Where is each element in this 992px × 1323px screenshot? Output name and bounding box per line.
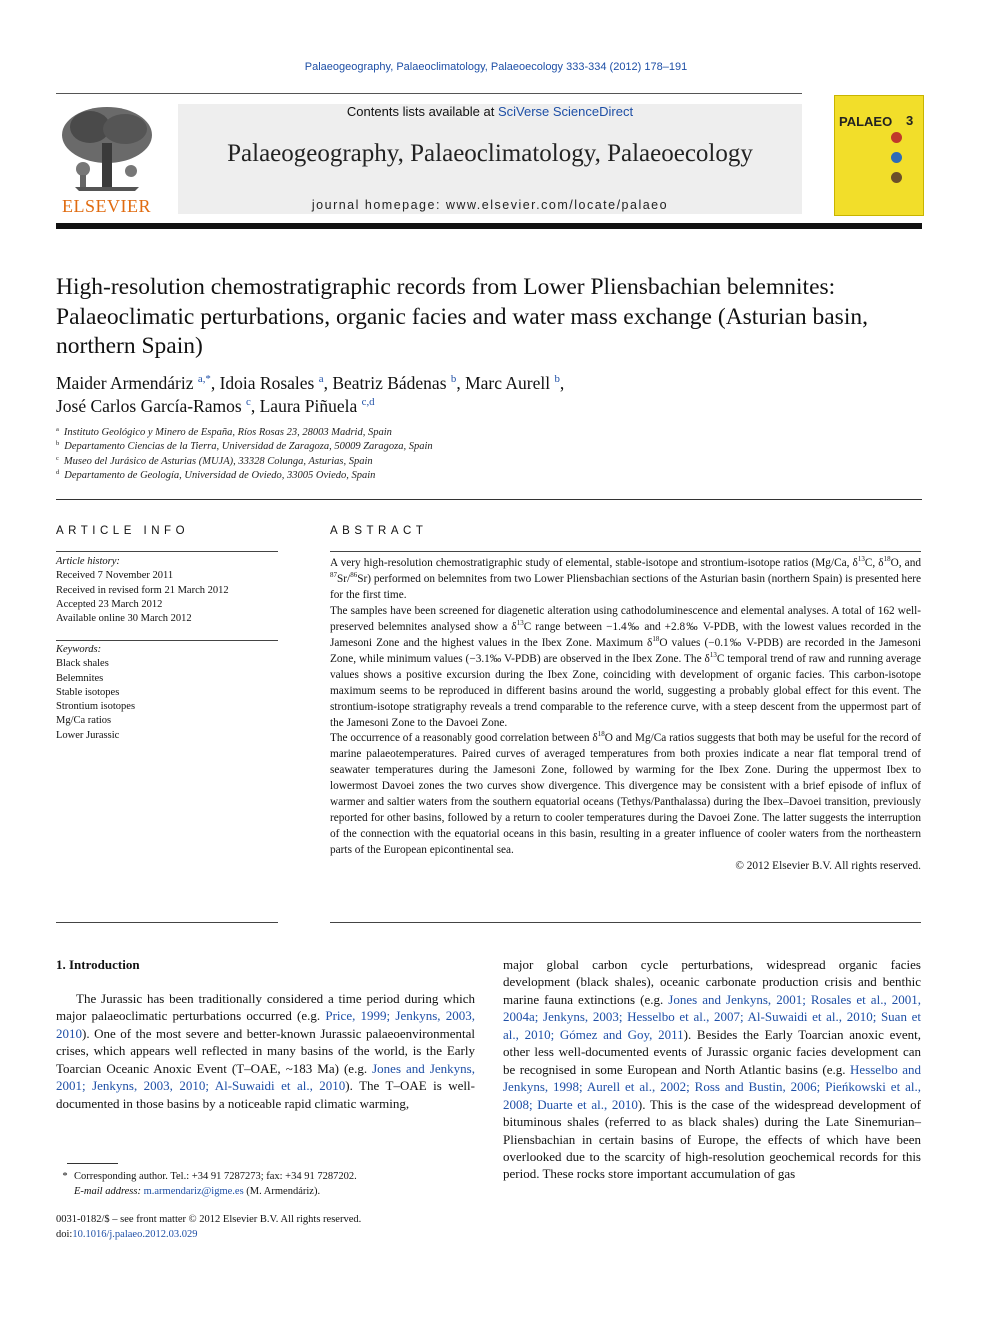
divider (330, 922, 921, 923)
article-title: High-resolution chemostratigraphic records from Lower Pliensbachian belemnites: Palaeoclimatic perturbations, organic facies and water mass exchange (Asturian basin, northern Spain) (56, 274, 868, 359)
divider (56, 551, 278, 552)
email-link[interactable]: m.armendariz@igme.es (143, 1186, 244, 1197)
divider (56, 499, 922, 500)
author[interactable]: Marc Aurell $^b$ (465, 373, 560, 393)
citation-link[interactable]: Jones and Jenkyns, 2001; Rosales et al., 2001, 2004a; Jenkyns, 2003; Hesselbo et al., 2007; Al-Suwaidi et al., 2010; Suan et al., 2010; Gómez and Goy, 2011 (503, 991, 921, 1042)
affiliation: $^b$ Departamento Ciencias de la Tierra, Universidad de Zaragoza, 50009 Zaragoza, Spain (56, 439, 433, 452)
author[interactable]: José Carlos García-Ramos $^c$ (56, 396, 251, 416)
intro-left-column: The Jurassic has been traditionally considered a time period during which major palaeoclimatic perturbations occurred (e.g. Price, 1999; Jenkyns, 2003, 2010). One of the most severe and better-known Jurassic palaeoenvironmental crises, which appears well reflected in many basins of the world, is the Early Toarcian Oceanic Anoxic Event (T–OAE, ~183 Ma) (e.g. Jones and Jenkyns, 2001; Jenkyns, 2003, 2010; Al-Suwaidi et al., 2010). The T–OAE is well-documented in those basins by a noticeable rapid climatic warming, (56, 991, 475, 1111)
affiliation: $^c$ Museo del Jurásico de Asturias (MUJA), 33328 Colunga, Asturias, Spain (56, 454, 373, 467)
abstract-body (330, 556, 921, 875)
abstract-heading: ABSTRACT (330, 525, 428, 537)
article-history: Article history: Received 7 November 2011 Received in revised form 21 March 2012 Accepted 23 March 2012 Available online 30 March 2012 (56, 556, 229, 625)
section-heading: 1. Introduction (56, 957, 140, 972)
divider (330, 551, 921, 552)
cover-title: PALAEO (839, 114, 893, 129)
citation-link[interactable]: Jones and Jenkyns, 2001; Jenkyns, 2003, 2010; Al-Suwaidi et al., 2010 (56, 1060, 475, 1094)
corresponding-author-note: * Corresponding author. Tel.: +34 91 7287273; fax: +34 91 7287202. (62, 1171, 357, 1182)
abstract-paragraph: The occurrence of a reasonably good correlation between $\delta^{18}O$ and Mg/Ca ratios suggests that both may be useful for the record of marine palaeotemperatures. Paired curves of averaged temperatures from both proxies indicate a near flat temporal trend of seawater temperatures during the Jamesoni Zone, followed by warming for the Ibex Zone. During the uppermost Ibex to lowermost Davoei zones the two curves show divergence. This divergence may be consistent with a brief episode of influx of warmer and saltier waters from the southern equatorial oceans (Tethys/Panthalassa) during the Ibex–Davoei transition, previously reported for other basins, followed by a return to cooler temperatures during the Davoei Zone. The latter suggests the interruption of the connection with the equatorial oceans in this basin, resulting in a greater influence of cooler waters from the northeastern parts of the European epicontinental sea. (330, 730, 921, 857)
elsevier-tree-icon (55, 103, 158, 195)
footnote-rule (67, 1163, 118, 1164)
cover-fossil-icon (891, 172, 902, 183)
front-matter: 0031-0182/$ – see front matter © 2012 Elsevier B.V. All rights reserved. doi:10.1016/j.palaeo.2012.03.029 (56, 1214, 362, 1240)
header-thick-rule (56, 223, 922, 229)
elsevier-logo[interactable] (55, 103, 158, 215)
affiliation: $^d$ Departamento de Geología, Universidad de Oviedo, 33005 Oviedo, Spain (56, 468, 376, 481)
author[interactable]: Beatriz Bádenas $^b$ (332, 373, 457, 393)
abstract-paragraph: A very high-resolution chemostratigraphic study of elemental, stable-isotope and strontium-isotope ratios (Mg/Ca, $\delta^{13}C$, $\delta^{18}O$, and $^{87}$Sr/$^{86}$Sr) performed on belemnites from two Lower Pliensbachian sections of the Asturian basin (northern Spain) is presented here for the first time. (330, 555, 921, 601)
elsevier-wordmark: ELSEVIER (62, 196, 151, 216)
citation-link[interactable]: Hesselbo and Jenkyns, 1998; Aurell et al., 2002; Ross and Bustin, 2006; Pieńkowski et al., 2008; Duarte et al., 2010 (503, 1061, 921, 1112)
doi-link[interactable]: 10.1016/j.palaeo.2012.03.029 (72, 1228, 198, 1240)
keywords: Keywords: Black shales Belemnites Stable isotopes Strontium isotopes Mg/Ca ratios Lower Jurassic (56, 644, 136, 741)
journal-homepage[interactable]: journal homepage: www.elsevier.com/locate/palaeo (311, 198, 669, 212)
journal-citation[interactable]: Palaeogeography, Palaeoclimatology, Palaeoecology 333-334 (2012) 178–191 (304, 61, 688, 73)
sciencedirect-link[interactable]: SciVerse ScienceDirect (497, 104, 634, 119)
author[interactable]: Idoia Rosales $^a$ (219, 373, 324, 393)
cover-globe-icon (891, 152, 902, 163)
cover-globe-icon (891, 132, 902, 143)
article-info-heading: ARTICLE INFO (56, 525, 190, 537)
journal-title: Palaeogeography, Palaeoclimatology, Palaeoecology (227, 140, 753, 167)
header-top-rule (56, 93, 802, 94)
abstract-paragraph: The samples have been screened for diagenetic alteration using cathodoluminescence and elemental analyses. A total of 162 well-preserved belemnites analysed show a $\delta^{13}C$ range between −1.4‰ and +2.8‰ V-PDB, with the lowest values recorded in the Jamesoni Zone and the highest values in the Ibex Zone. Maximum $\delta^{18}O$ values (−0.1‰ V-PDB) are recorded in the Jamesoni Zone, while minimum values (−3.1‰ V-PDB) are observed in the Ibex Zone. The $\delta^{13}C$ temporal trend of raw and running average values shows a positive excursion during the Ibex Zone, coinciding with development of organic facies. This carbon-isotope maximum seems to be reproduced in different basins around the world, suggesting a probably global effect for this event. The strontium-isotope stratigraphy reveals a trend comparable to the reference curve, with a steep descent from the uppermost part of the Jamesoni Zone to the Davoei Zone. (330, 604, 922, 729)
intro-right-column: major global carbon cycle perturbations, widespread organic facies development (black shales), oceanic carbonate production crisis and benthic marine fauna extinctions (e.g. Jones and Jenkyns, 2001; Rosales et al., 2001, 2004a; Jenkyns, 2003; Hesselbo et al., 2007; Al-Suwaidi et al., 2010; Suan et al., 2010; Gómez and Goy, 2011). Besides the Early Toarcian anoxic event, other less well-documented events of Jurassic organic facies development can be recognised in some European and North Atlantic basins (e.g. Hesselbo and Jenkyns, 1998; Aurell et al., 2002; Ross and Bustin, 2006; Pieńkowski et al., 2008; Duarte et al., 2010). This is the case of the widespread development of bituminous shales (referred to as black shales) during the Late Sinemurian–Pliensbachian in certain basins of Europe, the effects of which have been overlooked due to the scarcity of high-resolution geochemical records for this period. These rocks store important accumulation of gas (503, 957, 921, 1182)
author[interactable]: Maider Armendáriz $^{a,*}$ (56, 373, 211, 393)
author-list: Maider Armendáriz $^{a,*}$, Idoia Rosales $^a$, Beatriz Bádenas $^b$, Marc Aurell $^b$, José Carlos García-Ramos $^c$, Laura Piñuela $^{c,d}$ (56, 373, 565, 416)
copyright: © 2012 Elsevier B.V. All rights reserved. (735, 860, 921, 873)
divider (56, 922, 278, 923)
journal-cover-thumbnail[interactable] (834, 95, 924, 216)
affiliation: $^a$ Instituto Geológico y Minero de España, Ríos Rosas 23, 28003 Madrid, Spain (56, 425, 392, 438)
citation-link[interactable]: Price, 1999; Jenkyns, 2003, 2010 (56, 1008, 475, 1041)
divider (56, 640, 278, 641)
author[interactable]: Laura Piñuela $^{c,d}$ (259, 396, 375, 416)
email-note: E-mail address: m.armendariz@igme.es (M. Armendáriz). (74, 1186, 321, 1197)
cover-number: 3 (906, 113, 914, 128)
contents-line: Contents lists available at SciVerse ScienceDirect (346, 104, 634, 119)
